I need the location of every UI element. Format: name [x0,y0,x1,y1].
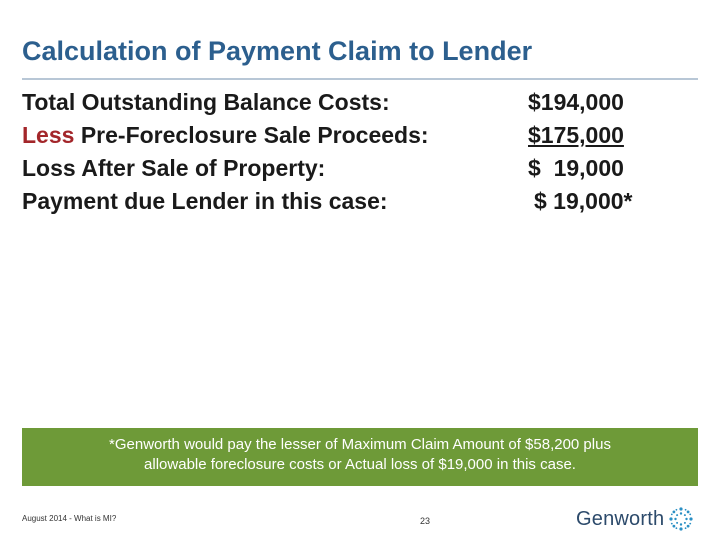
genworth-logo [576,506,694,532]
calculation-rows [22,86,662,218]
row-total-outstanding [22,86,662,119]
row-label: Payment due Lender in this case: [22,188,388,214]
slide-title: Calculation of Payment Claim to Lender [22,36,533,66]
footnote-line-1: *Genworth would pay the lesser of Maximum Claim Amount of $58,200 plus [109,436,611,453]
row-amount: $ 19,000 [528,155,624,181]
footnote-line-2: allowable foreclosure costs or Actual loss of $19,000 in this case. [144,456,576,473]
row-amount: $175,000 [528,122,624,148]
title-divider [22,78,698,80]
row-label: Less Pre-Foreclosure Sale Proceeds: [22,122,429,148]
row-amount: $194,000 [528,89,624,115]
row-payment-due [22,185,662,218]
page-number: 23 [420,516,431,526]
row-loss-after-sale [22,152,662,185]
less-accent: Less [22,122,75,148]
row-amount: $ 19,000* [534,188,633,214]
footer-date: August 2014 - What is MI? [22,514,117,523]
genworth-starburst-icon [668,506,694,532]
row-sale-proceeds [22,119,662,152]
footnote-box [22,428,698,486]
row-label: Loss After Sale of Property: [22,155,326,181]
row-label: Total Outstanding Balance Costs: [22,89,390,115]
logo-wordmark: Genworth [576,507,665,530]
